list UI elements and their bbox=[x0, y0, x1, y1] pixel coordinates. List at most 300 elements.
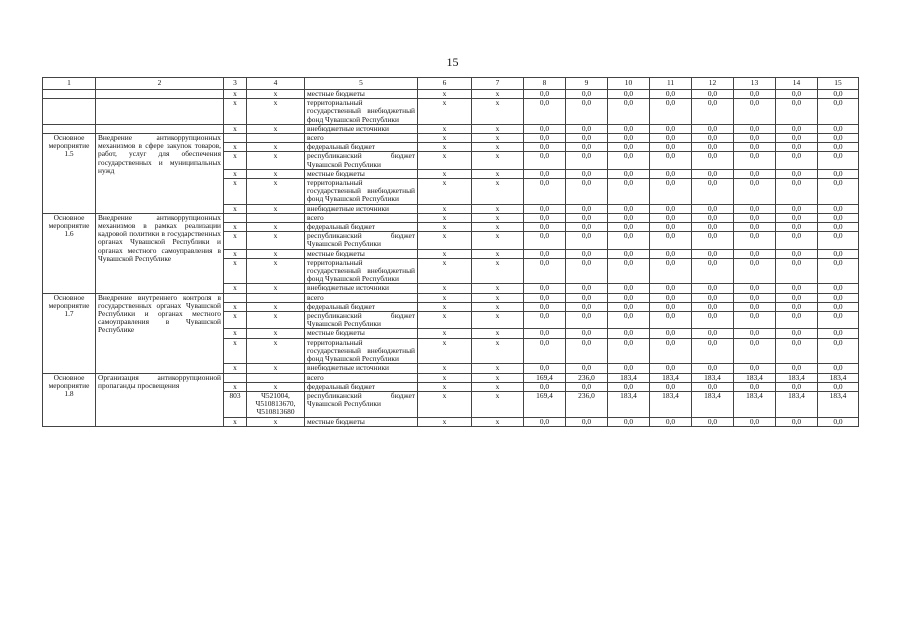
column-number-cell: 3 bbox=[224, 78, 247, 90]
amount-cell: 0,0 bbox=[566, 312, 608, 329]
amount-cell: 0,0 bbox=[776, 258, 818, 284]
amount-cell: 0,0 bbox=[650, 364, 692, 373]
column-number-cell: 8 bbox=[524, 78, 566, 90]
amount-cell: 0,0 bbox=[776, 169, 818, 178]
amount-cell: 0,0 bbox=[818, 99, 859, 125]
grbs-code-cell bbox=[224, 134, 247, 143]
funding-source-cell: местные бюджеты bbox=[305, 249, 418, 258]
expense-type-cell: x bbox=[472, 364, 524, 373]
amount-cell: 0,0 bbox=[734, 223, 776, 232]
column-number-cell: 2 bbox=[96, 78, 224, 90]
target-article-cell: x bbox=[247, 232, 305, 249]
amount-cell: 0,0 bbox=[734, 338, 776, 364]
amount-cell: 0,0 bbox=[734, 417, 776, 426]
amount-cell: 0,0 bbox=[566, 213, 608, 222]
funding-source-cell: федеральный бюджет bbox=[305, 382, 418, 391]
grbs-code-cell bbox=[224, 213, 247, 222]
amount-cell: 0,0 bbox=[776, 204, 818, 213]
amount-cell: 0,0 bbox=[524, 258, 566, 284]
amount-cell: 0,0 bbox=[608, 204, 650, 213]
amount-cell: 0,0 bbox=[692, 364, 734, 373]
target-article-cell: x bbox=[247, 329, 305, 338]
table-row bbox=[43, 124, 859, 133]
amount-cell: 0,0 bbox=[818, 124, 859, 133]
target-article-cell: x bbox=[247, 179, 305, 205]
expense-type-cell: x bbox=[472, 329, 524, 338]
amount-cell: 0,0 bbox=[650, 232, 692, 249]
amount-cell: 0,0 bbox=[608, 338, 650, 364]
expense-type-cell: x bbox=[472, 302, 524, 311]
amount-cell: 0,0 bbox=[566, 258, 608, 284]
amount-cell: 0,0 bbox=[566, 382, 608, 391]
amount-cell: 0,0 bbox=[692, 143, 734, 152]
amount-cell: 0,0 bbox=[608, 213, 650, 222]
amount-cell: 0,0 bbox=[692, 329, 734, 338]
expense-type-cell: x bbox=[472, 143, 524, 152]
funding-source-cell: всего bbox=[305, 213, 418, 222]
amount-cell: 183,4 bbox=[692, 391, 734, 417]
amount-cell: 0,0 bbox=[650, 152, 692, 169]
amount-cell: 169,4 bbox=[524, 373, 566, 382]
expense-type-cell: x bbox=[472, 338, 524, 364]
amount-cell: 0,0 bbox=[524, 364, 566, 373]
amount-cell: 0,0 bbox=[566, 302, 608, 311]
measure-description-cell: Организация антикоррупционной пропаганды просвещения bbox=[96, 373, 224, 426]
amount-cell: 0,0 bbox=[692, 90, 734, 99]
amount-cell: 0,0 bbox=[818, 179, 859, 205]
amount-cell: 0,0 bbox=[692, 134, 734, 143]
amount-cell: 0,0 bbox=[734, 329, 776, 338]
funding-source-cell: внебюджетные источники bbox=[305, 204, 418, 213]
amount-cell: 0,0 bbox=[734, 312, 776, 329]
table-row bbox=[43, 99, 859, 125]
amount-cell: 0,0 bbox=[692, 232, 734, 249]
grbs-code-cell: x bbox=[224, 312, 247, 329]
budget-table bbox=[42, 77, 859, 427]
funding-source-cell: республиканский бюджет Чувашской Республики bbox=[305, 232, 418, 249]
target-article-cell: x bbox=[247, 152, 305, 169]
target-article-cell: x bbox=[247, 284, 305, 293]
section-code-cell: x bbox=[418, 338, 472, 364]
amount-cell: 0,0 bbox=[734, 204, 776, 213]
amount-cell: 0,0 bbox=[818, 152, 859, 169]
measure-description-cell: Внедрение антикоррупционных механизмов в рамках реализации кадровой политики в государственных органах Чувашской Республики и органах местного самоуправления в Чувашской Республике bbox=[96, 213, 224, 293]
amount-cell: 0,0 bbox=[524, 232, 566, 249]
amount-cell: 0,0 bbox=[608, 152, 650, 169]
column-number-cell: 7 bbox=[472, 78, 524, 90]
amount-cell: 0,0 bbox=[734, 134, 776, 143]
amount-cell: 0,0 bbox=[608, 293, 650, 302]
amount-cell: 0,0 bbox=[818, 213, 859, 222]
amount-cell: 0,0 bbox=[692, 124, 734, 133]
amount-cell: 183,4 bbox=[650, 391, 692, 417]
amount-cell: 183,4 bbox=[776, 391, 818, 417]
amount-cell: 0,0 bbox=[650, 204, 692, 213]
column-number-cell: 1 bbox=[43, 78, 96, 90]
target-article-cell: x bbox=[247, 258, 305, 284]
funding-source-cell: федеральный бюджет bbox=[305, 223, 418, 232]
funding-source-cell: всего bbox=[305, 293, 418, 302]
amount-cell: 0,0 bbox=[650, 99, 692, 125]
target-article-cell: x bbox=[247, 302, 305, 311]
funding-source-cell: территориальный государственный внебюджетный фонд Чувашской Республики bbox=[305, 99, 418, 125]
target-article-cell bbox=[247, 373, 305, 382]
section-code-cell: x bbox=[418, 249, 472, 258]
section-code-cell: x bbox=[418, 258, 472, 284]
amount-cell: 0,0 bbox=[734, 258, 776, 284]
amount-cell: 0,0 bbox=[776, 232, 818, 249]
amount-cell: 0,0 bbox=[818, 204, 859, 213]
expense-type-cell: x bbox=[472, 204, 524, 213]
amount-cell: 0,0 bbox=[776, 382, 818, 391]
grbs-code-cell: 803 bbox=[224, 391, 247, 417]
funding-source-cell: территориальный государственный внебюджетный фонд Чувашской Республики bbox=[305, 179, 418, 205]
amount-cell: 0,0 bbox=[524, 417, 566, 426]
amount-cell: 0,0 bbox=[650, 179, 692, 205]
section-code-cell: x bbox=[418, 143, 472, 152]
grbs-code-cell bbox=[224, 293, 247, 302]
amount-cell: 0,0 bbox=[818, 232, 859, 249]
amount-cell: 0,0 bbox=[692, 338, 734, 364]
amount-cell: 236,0 bbox=[566, 373, 608, 382]
section-code-cell: x bbox=[418, 99, 472, 125]
amount-cell: 0,0 bbox=[734, 179, 776, 205]
amount-cell: 0,0 bbox=[524, 302, 566, 311]
amount-cell: 0,0 bbox=[650, 382, 692, 391]
grbs-code-cell bbox=[224, 373, 247, 382]
funding-source-cell: федеральный бюджет bbox=[305, 143, 418, 152]
amount-cell: 0,0 bbox=[608, 312, 650, 329]
amount-cell: 0,0 bbox=[650, 293, 692, 302]
grbs-code-cell: x bbox=[224, 258, 247, 284]
column-number-cell: 11 bbox=[650, 78, 692, 90]
amount-cell: 183,4 bbox=[818, 373, 859, 382]
amount-cell: 0,0 bbox=[524, 312, 566, 329]
target-article-cell: x bbox=[247, 249, 305, 258]
amount-cell: 0,0 bbox=[776, 417, 818, 426]
expense-type-cell: x bbox=[472, 134, 524, 143]
target-article-cell: x bbox=[247, 223, 305, 232]
amount-cell: 0,0 bbox=[776, 152, 818, 169]
amount-cell: 0,0 bbox=[818, 302, 859, 311]
amount-cell: 0,0 bbox=[566, 99, 608, 125]
amount-cell: 183,4 bbox=[650, 373, 692, 382]
amount-cell: 0,0 bbox=[776, 338, 818, 364]
amount-cell: 0,0 bbox=[692, 99, 734, 125]
column-number-cell: 13 bbox=[734, 78, 776, 90]
expense-type-cell: x bbox=[472, 249, 524, 258]
amount-cell: 0,0 bbox=[650, 90, 692, 99]
funding-source-cell: внебюджетные источники bbox=[305, 364, 418, 373]
section-code-cell: x bbox=[418, 329, 472, 338]
amount-cell: 0,0 bbox=[776, 293, 818, 302]
amount-cell: 0,0 bbox=[692, 213, 734, 222]
grbs-code-cell: x bbox=[224, 223, 247, 232]
amount-cell: 0,0 bbox=[776, 329, 818, 338]
amount-cell: 0,0 bbox=[524, 99, 566, 125]
amount-cell: 0,0 bbox=[608, 232, 650, 249]
grbs-code-cell: x bbox=[224, 179, 247, 205]
expense-type-cell: x bbox=[472, 169, 524, 178]
amount-cell: 0,0 bbox=[650, 169, 692, 178]
section-code-cell: x bbox=[418, 417, 472, 426]
section-code-cell: x bbox=[418, 391, 472, 417]
grbs-code-cell: x bbox=[224, 249, 247, 258]
amount-cell: 0,0 bbox=[524, 382, 566, 391]
funding-source-cell: местные бюджеты bbox=[305, 90, 418, 99]
amount-cell: 0,0 bbox=[650, 338, 692, 364]
column-number-cell: 14 bbox=[776, 78, 818, 90]
amount-cell: 183,4 bbox=[608, 391, 650, 417]
section-code-cell: x bbox=[418, 302, 472, 311]
amount-cell: 0,0 bbox=[734, 293, 776, 302]
funding-source-cell: местные бюджеты bbox=[305, 417, 418, 426]
amount-cell: 0,0 bbox=[692, 284, 734, 293]
amount-cell: 0,0 bbox=[734, 90, 776, 99]
amount-cell: 0,0 bbox=[692, 258, 734, 284]
section-code-cell: x bbox=[418, 213, 472, 222]
amount-cell: 0,0 bbox=[608, 417, 650, 426]
amount-cell: 0,0 bbox=[776, 143, 818, 152]
amount-cell: 0,0 bbox=[650, 329, 692, 338]
measure-code-cell: Основное мероприятие 1.5 bbox=[43, 134, 96, 214]
grbs-code-cell: x bbox=[224, 204, 247, 213]
amount-cell: 0,0 bbox=[524, 152, 566, 169]
funding-source-cell: республиканский бюджет Чувашской Республики bbox=[305, 391, 418, 417]
amount-cell: 0,0 bbox=[818, 223, 859, 232]
amount-cell: 0,0 bbox=[818, 338, 859, 364]
amount-cell: 169,4 bbox=[524, 391, 566, 417]
expense-type-cell: x bbox=[472, 232, 524, 249]
expense-type-cell: x bbox=[472, 90, 524, 99]
amount-cell: 183,4 bbox=[734, 373, 776, 382]
section-code-cell: x bbox=[418, 90, 472, 99]
amount-cell: 0,0 bbox=[776, 284, 818, 293]
measure-description-cell bbox=[96, 124, 224, 133]
amount-cell: 0,0 bbox=[524, 124, 566, 133]
amount-cell: 0,0 bbox=[734, 284, 776, 293]
amount-cell: 0,0 bbox=[734, 99, 776, 125]
amount-cell: 0,0 bbox=[524, 90, 566, 99]
amount-cell: 0,0 bbox=[818, 284, 859, 293]
funding-source-cell: внебюджетные источники bbox=[305, 284, 418, 293]
amount-cell: 0,0 bbox=[524, 204, 566, 213]
amount-cell: 0,0 bbox=[734, 302, 776, 311]
grbs-code-cell: x bbox=[224, 152, 247, 169]
grbs-code-cell: x bbox=[224, 99, 247, 125]
expense-type-cell: x bbox=[472, 179, 524, 205]
amount-cell: 0,0 bbox=[566, 143, 608, 152]
grbs-code-cell: x bbox=[224, 143, 247, 152]
amount-cell: 0,0 bbox=[524, 338, 566, 364]
amount-cell: 0,0 bbox=[818, 329, 859, 338]
amount-cell: 0,0 bbox=[608, 179, 650, 205]
section-code-cell: x bbox=[418, 312, 472, 329]
amount-cell: 0,0 bbox=[692, 249, 734, 258]
amount-cell: 0,0 bbox=[566, 124, 608, 133]
target-article-cell: x bbox=[247, 90, 305, 99]
target-article-cell: x bbox=[247, 312, 305, 329]
expense-type-cell: x bbox=[472, 258, 524, 284]
amount-cell: 0,0 bbox=[692, 293, 734, 302]
amount-cell: 0,0 bbox=[734, 249, 776, 258]
amount-cell: 0,0 bbox=[734, 169, 776, 178]
amount-cell: 0,0 bbox=[692, 302, 734, 311]
expense-type-cell: x bbox=[472, 99, 524, 125]
amount-cell: 0,0 bbox=[818, 364, 859, 373]
amount-cell: 183,4 bbox=[776, 373, 818, 382]
amount-cell: 0,0 bbox=[566, 249, 608, 258]
measure-code-cell bbox=[43, 99, 96, 125]
amount-cell: 0,0 bbox=[524, 143, 566, 152]
amount-cell: 0,0 bbox=[734, 364, 776, 373]
column-number-cell: 4 bbox=[247, 78, 305, 90]
amount-cell: 0,0 bbox=[776, 312, 818, 329]
amount-cell: 0,0 bbox=[818, 258, 859, 284]
amount-cell: 0,0 bbox=[524, 179, 566, 205]
expense-type-cell: x bbox=[472, 152, 524, 169]
expense-type-cell: x bbox=[472, 391, 524, 417]
section-code-cell: x bbox=[418, 152, 472, 169]
amount-cell: 0,0 bbox=[608, 134, 650, 143]
amount-cell: 183,4 bbox=[692, 373, 734, 382]
target-article-cell: Ч521004, Ч510813670, Ч510813680 bbox=[247, 391, 305, 417]
expense-type-cell: x bbox=[472, 284, 524, 293]
amount-cell: 236,0 bbox=[566, 391, 608, 417]
amount-cell: 0,0 bbox=[608, 90, 650, 99]
expense-type-cell: x bbox=[472, 373, 524, 382]
grbs-code-cell: x bbox=[224, 364, 247, 373]
amount-cell: 0,0 bbox=[650, 124, 692, 133]
table-row bbox=[43, 293, 859, 302]
target-article-cell: x bbox=[247, 99, 305, 125]
amount-cell: 0,0 bbox=[566, 179, 608, 205]
amount-cell: 0,0 bbox=[650, 302, 692, 311]
amount-cell: 0,0 bbox=[608, 364, 650, 373]
amount-cell: 0,0 bbox=[566, 223, 608, 232]
amount-cell: 0,0 bbox=[776, 134, 818, 143]
target-article-cell: x bbox=[247, 124, 305, 133]
amount-cell: 0,0 bbox=[776, 249, 818, 258]
amount-cell: 0,0 bbox=[776, 213, 818, 222]
header-row bbox=[43, 78, 859, 90]
measure-code-cell: Основное мероприятие 1.7 bbox=[43, 293, 96, 373]
section-code-cell: x bbox=[418, 179, 472, 205]
amount-cell: 0,0 bbox=[818, 382, 859, 391]
amount-cell: 0,0 bbox=[776, 302, 818, 311]
target-article-cell: x bbox=[247, 169, 305, 178]
amount-cell: 0,0 bbox=[608, 99, 650, 125]
page-number: 15 bbox=[446, 55, 459, 69]
section-code-cell: x bbox=[418, 204, 472, 213]
amount-cell: 0,0 bbox=[566, 169, 608, 178]
amount-cell: 0,0 bbox=[608, 284, 650, 293]
amount-cell: 0,0 bbox=[650, 134, 692, 143]
amount-cell: 0,0 bbox=[734, 152, 776, 169]
amount-cell: 0,0 bbox=[608, 249, 650, 258]
amount-cell: 0,0 bbox=[734, 213, 776, 222]
amount-cell: 0,0 bbox=[734, 124, 776, 133]
amount-cell: 183,4 bbox=[608, 373, 650, 382]
table-row bbox=[43, 134, 859, 143]
grbs-code-cell: x bbox=[224, 90, 247, 99]
section-code-cell: x bbox=[418, 382, 472, 391]
amount-cell: 0,0 bbox=[776, 90, 818, 99]
grbs-code-cell: x bbox=[224, 169, 247, 178]
amount-cell: 0,0 bbox=[608, 124, 650, 133]
amount-cell: 0,0 bbox=[608, 258, 650, 284]
amount-cell: 0,0 bbox=[692, 312, 734, 329]
column-number-cell: 6 bbox=[418, 78, 472, 90]
amount-cell: 0,0 bbox=[650, 213, 692, 222]
amount-cell: 0,0 bbox=[818, 134, 859, 143]
amount-cell: 0,0 bbox=[650, 417, 692, 426]
amount-cell: 0,0 bbox=[566, 338, 608, 364]
funding-source-cell: всего bbox=[305, 373, 418, 382]
expense-type-cell: x bbox=[472, 417, 524, 426]
expense-type-cell: x bbox=[472, 312, 524, 329]
measure-code-cell: Основное мероприятие 1.8 bbox=[43, 373, 96, 426]
grbs-code-cell: x bbox=[224, 284, 247, 293]
expense-type-cell: x bbox=[472, 124, 524, 133]
table-row bbox=[43, 213, 859, 222]
amount-cell: 0,0 bbox=[818, 169, 859, 178]
grbs-code-cell: x bbox=[224, 417, 247, 426]
section-code-cell: x bbox=[418, 364, 472, 373]
amount-cell: 183,4 bbox=[734, 391, 776, 417]
amount-cell: 0,0 bbox=[692, 179, 734, 205]
amount-cell: 183,4 bbox=[818, 391, 859, 417]
amount-cell: 0,0 bbox=[524, 329, 566, 338]
expense-type-cell: x bbox=[472, 223, 524, 232]
grbs-code-cell: x bbox=[224, 338, 247, 364]
amount-cell: 0,0 bbox=[566, 204, 608, 213]
target-article-cell: x bbox=[247, 338, 305, 364]
amount-cell: 0,0 bbox=[818, 90, 859, 99]
expense-type-cell: x bbox=[472, 213, 524, 222]
measure-description-cell bbox=[96, 99, 224, 125]
grbs-code-cell: x bbox=[224, 302, 247, 311]
amount-cell: 0,0 bbox=[692, 204, 734, 213]
measure-description-cell bbox=[96, 90, 224, 99]
amount-cell: 0,0 bbox=[566, 364, 608, 373]
amount-cell: 0,0 bbox=[776, 364, 818, 373]
section-code-cell: x bbox=[418, 373, 472, 382]
target-article-cell: x bbox=[247, 364, 305, 373]
amount-cell: 0,0 bbox=[776, 223, 818, 232]
amount-cell: 0,0 bbox=[566, 329, 608, 338]
amount-cell: 0,0 bbox=[524, 169, 566, 178]
amount-cell: 0,0 bbox=[692, 223, 734, 232]
amount-cell: 0,0 bbox=[566, 152, 608, 169]
funding-source-cell: республиканский бюджет Чувашской Республики bbox=[305, 152, 418, 169]
target-article-cell: x bbox=[247, 204, 305, 213]
funding-source-cell: республиканский бюджет Чувашской Республики bbox=[305, 312, 418, 329]
funding-source-cell: внебюджетные источники bbox=[305, 124, 418, 133]
amount-cell: 0,0 bbox=[650, 258, 692, 284]
funding-source-cell: федеральный бюджет bbox=[305, 302, 418, 311]
target-article-cell bbox=[247, 293, 305, 302]
section-code-cell: x bbox=[418, 284, 472, 293]
column-number-cell: 12 bbox=[692, 78, 734, 90]
grbs-code-cell: x bbox=[224, 382, 247, 391]
measure-code-cell bbox=[43, 90, 96, 99]
amount-cell: 0,0 bbox=[734, 143, 776, 152]
amount-cell: 0,0 bbox=[734, 232, 776, 249]
section-code-cell: x bbox=[418, 232, 472, 249]
amount-cell: 0,0 bbox=[650, 249, 692, 258]
funding-source-cell: всего bbox=[305, 134, 418, 143]
